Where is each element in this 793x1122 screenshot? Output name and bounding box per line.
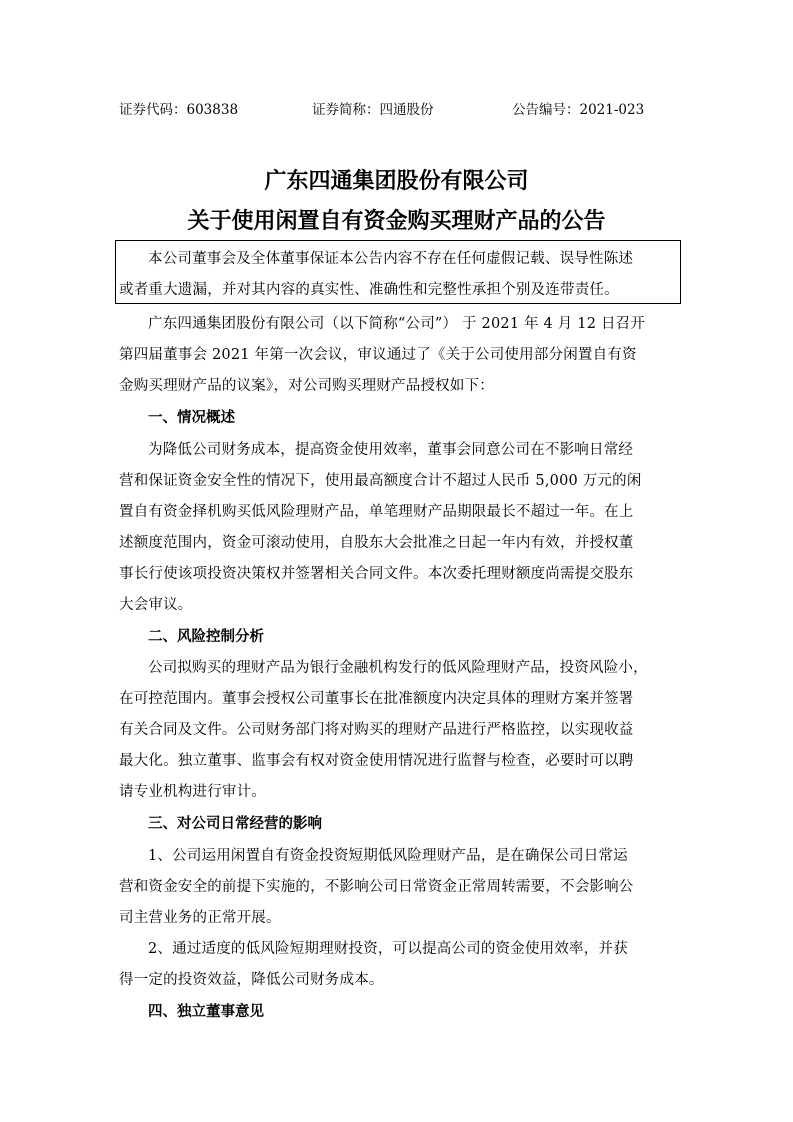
- section-heading: 三、对公司日常经营的影响: [148, 816, 322, 832]
- paragraph-line: 事长行使该项投资决策权并签署相关合同文件。本次委托理财额度尚需提交股东: [119, 566, 634, 582]
- intro-line: 金购买理财产品的议案》，对公司购买理财产品授权如下：: [119, 378, 494, 394]
- section-heading: 二、风险控制分析: [148, 629, 264, 645]
- paragraph-line: 置自有资金择机购买低风险理财产品，单笔理财产品期限最长不超过一年。在上: [119, 504, 634, 520]
- company-title: 广东四通集团股份有限公司: [264, 169, 529, 194]
- section-heading: 一、情况概述: [148, 410, 235, 426]
- announcement-title: 关于使用闲置自有资金购买理财产品的公告: [187, 209, 606, 234]
- section-heading: 四、独立董事意见: [148, 1004, 264, 1020]
- paragraph-line: 在可控范围内。董事会授权公司董事长在批准额度内决定具体的理财方案并签署: [119, 691, 634, 707]
- intro-line: 第四届董事会 2021 年第一次会议，审议通过了《关于公司使用部分闲置自有资: [119, 347, 637, 363]
- guarantee-line-1: 本公司董事会及全体董事保证本公告内容不存在任何虚假记载、误导性陈述: [148, 251, 634, 267]
- stock-name: 证券简称：四通股份: [312, 102, 434, 118]
- paragraph-line: 有关合同及文件。公司财务部门将对购买的理财产品进行严格监控，以实现收益: [119, 722, 634, 738]
- paragraph-line: 请专业机构进行审计。: [119, 784, 266, 800]
- paragraph-line: 最大化。独立董事、监事会有权对资金使用情况进行监督与检查，必要时可以聘: [119, 753, 634, 769]
- stock-code: 证券代码：603838: [119, 102, 239, 118]
- paragraph-line: 公司拟购买的理财产品为银行金融机构发行的低风险理财产品，投资风险小，: [148, 660, 648, 676]
- paragraph-line: 得一定的投资效益，降低公司财务成本。: [119, 972, 384, 988]
- announcement-header: [119, 98, 659, 118]
- announcement-number: 公告编号：2021-023: [512, 102, 645, 118]
- paragraph-line: 述额度范围内，资金可滚动使用，自股东大会批准之日起一年内有效，并授权董: [119, 535, 634, 551]
- guarantee-line-2: 或者重大遗漏，并对其内容的真实性、准确性和完整性承担个别及连带责任。: [119, 282, 619, 298]
- paragraph-line: 为降低公司财务成本，提高资金使用效率，董事会同意公司在不影响日常经: [148, 442, 634, 458]
- paragraph-line: 大会审议。: [119, 597, 193, 613]
- paragraph-line: 1、公司运用闲置自有资金投资短期低风险理财产品，是在确保公司日常运: [148, 848, 628, 864]
- intro-line: 广东四通集团股份有限公司（以下简称“公司”） 于 2021 年 4 月 12 日召开: [148, 316, 646, 332]
- paragraph-line: 营和保证资金安全性的情况下，使用最高额度合计不超过人民币 5,000 万元的闲: [119, 473, 642, 489]
- paragraph-line: 司主营业务的正常开展。: [119, 910, 281, 926]
- paragraph-line: 营和资金安全的前提下实施的，不影响公司日常资金正常周转需要，不会影响公: [119, 879, 634, 895]
- paragraph-line: 2、通过适度的低风险短期理财投资，可以提高公司的资金使用效率，并获: [148, 941, 628, 957]
